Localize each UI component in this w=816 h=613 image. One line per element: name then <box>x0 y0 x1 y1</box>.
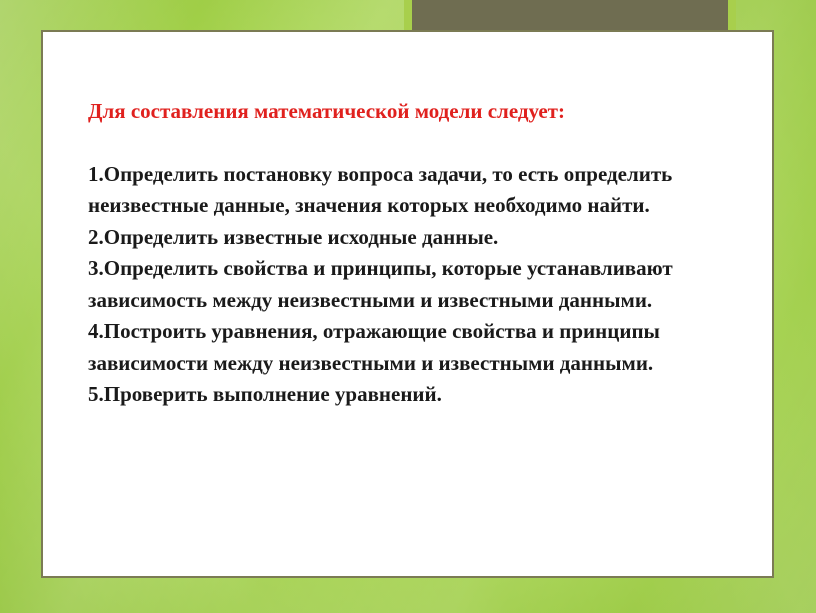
step-3: 3.Определить свойства и принципы, которые устанавливают зависимость между неизвестными и известными данными. <box>88 256 673 312</box>
slide-heading: Для составления математической модели следует: <box>88 99 565 123</box>
step-5: 5.Проверить выполнение уравнений. <box>88 382 442 406</box>
step-2: 2.Определить известные исходные данные. <box>88 224 499 249</box>
step-4: 4.Построить уравнения, отражающие свойства и принципы зависимости между неизвестными и известными данными. <box>88 319 660 375</box>
slide-text-content <box>88 96 738 411</box>
step-1: 1.Определить постановку вопроса задачи, то есть определить неизвестные данные, значения которых необходимо найти. <box>88 161 673 217</box>
